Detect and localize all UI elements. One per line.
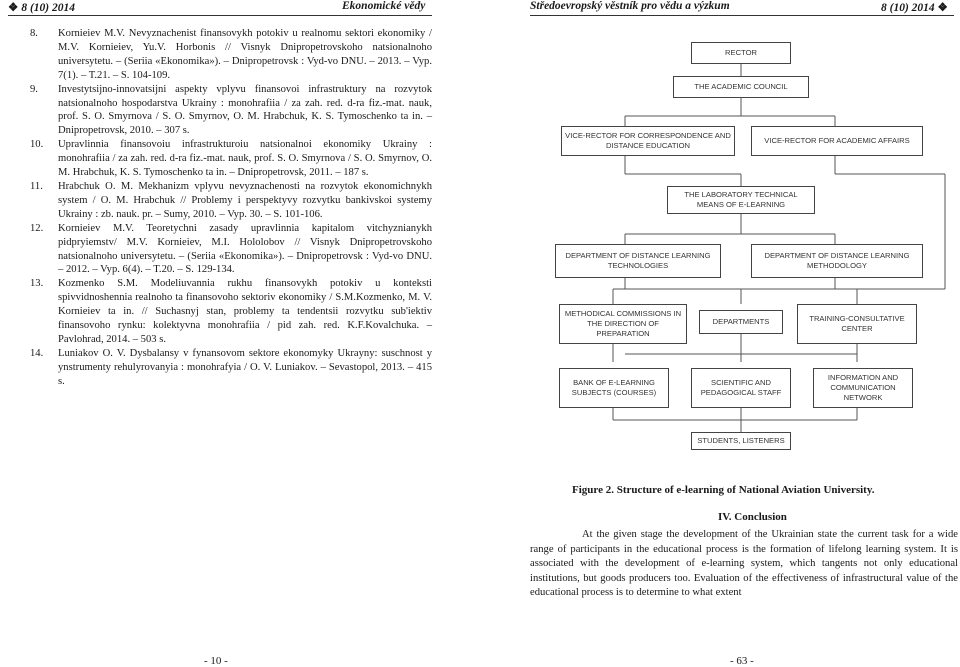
reference-number: 10. [30,139,44,151]
reference-text: Kornieiev M.V. Teoretychni zasady upravlinnia kapitalom vitchyznianykh pidpryiemstv/ M.V. Kornieiev, M.I. Hololobov // Visnyk Dnipropetrovskoho natsionalnoho universytetu. – (Seriia «Ekonomika»). – Dnipropetrovsk : Vyd-vo DNU. – 2012. – Vyp. 6(4). – T.20. – S. 129-134. [58,222,432,276]
figure-caption: Figure 2. Structure of e-learning of National Aviation University. [572,484,875,496]
diamond-icon: ❖ [8,2,19,14]
reference-number: 14. [30,347,44,359]
reference-item [30,138,432,180]
vice-rector-distance-box: VICE-RECTOR FOR CORRESPONDENCE AND DISTANCE EDUCATION [561,126,735,156]
diamond-icon: ❖ [937,2,948,14]
ict-network-box: INFORMATION AND COMMUNICATION NETWORK [813,368,913,408]
reference-item [30,27,432,83]
vice-rector-academic-box: VICE-RECTOR FOR ACADEMIC AFFAIRS [751,126,923,156]
students-box: STUDENTS, LISTENERS [691,432,791,450]
left-running-header [8,0,75,14]
reference-text: Kornieiev M.V. Nevyznachenist finansovykh potokiv u realnomu sektori ekonomiky / M.V. Kornieiev, Yu.V. Horbonis // Visnyk Dnipropetrovskoho natsionalnoho universytetu. – (Seriia «Ekonomika»). – Dnipropetrovsk : Vyd-vo DNU. – 2013. – Vyp. 7(1). – T.21. – S. 104-109. [58,28,432,81]
reference-text: Luniakov O. V. Dysbalansy v fynansovom sektore ekonomyky Ukrayny: suschnost y ynstrumenty rehulyrovanyia : monohrafyia / O. V. Luniakov. – Sevastopol, 2013. – 415 s. [58,347,432,387]
left-issue-label: 8 (10) 2014 [21,2,75,14]
reference-item [30,277,432,347]
reference-text: Hrabchuk O. M. Mekhanizm vplyvu nevyznachenosti na rozvytok ekonomichnykh system / O. M. Hrabchuk // Problemy i perspektyvy rozvytku bankivskoi systemy Ukrainy : zb. nauk. pr. – Sumy, 2010. – Vyp. 30. – S. 101-106. [58,180,432,220]
left-header-rule [8,15,432,16]
reference-number: 8. [30,28,38,39]
rector-box: RECTOR [691,42,791,64]
reference-item [30,180,432,222]
reference-text: Kozmenko S.M. Modeliuvannia rukhu finansovykh potokiv u konteksti spivvidnoshennia realnoho ta finansovoho sektoriv ekonomiky / S.M.Kozmenko, M. V. Kornieiev ta in. // Suchasnyj stan, problemy ta tendentsii rozvytku sub'iektiv finansovoho rynku: kolektyvna monohrafiia / pid zah. red. K.F.Kovalchuka. – Pavlohrad, 2014. – 503 s. [58,278,432,345]
methodical-commissions-box: METHODICAL COMMISSIONS IN THE DIRECTION OF PREPARATION [559,304,687,344]
reference-number: 13. [30,278,44,290]
reference-item [30,222,432,278]
scientific-staff-box: SCIENTIFIC AND PEDAGOGICAL STAFF [691,368,791,408]
reference-list [30,27,432,389]
elearning-structure-diagram [551,34,953,454]
departments-box: DEPARTMENTS [699,310,783,334]
dept-distance-method-box: DEPARTMENT OF DISTANCE LEARNING METHODOLOGY [751,244,923,278]
training-center-box: TRAINING-CONSULTATIVE CENTER [797,304,917,344]
reference-item [30,83,432,139]
reference-text: Investytsijno-innovatsijni aspekty vplyvu finansovoi infrastruktury na rozvytok natsionalnoho hospodarstva Ukrainy : monohrafiia / za zah. red. d-ra fiz.-mat. nauk, prof. S. O. Smyrnova / S. O. Smyrnov, O. M. Hrabchuk, K. S. Tymoschenko ta in. – Dnipropetrovsk, 2010. – 307 s. [58,83,432,137]
reference-item [30,347,432,389]
left-journal-label: Ekonomické vědy [342,0,426,12]
right-page-number: - 63 - [730,655,754,667]
right-header-rule [530,15,954,16]
right-running-header [881,0,951,14]
reference-number: 12. [30,222,44,234]
academic-council-box: THE ACADEMIC COUNCIL [673,76,809,98]
reference-number: 11. [30,180,43,192]
bank-e-learning-box: BANK OF E-LEARNING SUBJECTS (COURSES) [559,368,669,408]
section-heading: IV. Conclusion [718,511,787,523]
dept-distance-tech-box: DEPARTMENT OF DISTANCE LEARNING TECHNOLOGIES [555,244,721,278]
right-journal-label: Středoevropský věstník pro vědu a výzkum [530,0,730,12]
left-page-number: - 10 - [204,655,228,667]
conclusion-paragraph: At the given stage the development of the Ukrainian state the current task for a wide range of participants in the educational process is the formation of lifelong learning system. It is associated with the development of e-learning system, which tangents not only educational institutions, but goods producers too. Evaluation of the effectiveness of infrastructural value of the educational process is to determine to what extent [530,529,958,598]
laboratory-box: THE LABORATORY TECHNICAL MEANS OF E-LEARNING [667,186,815,214]
right-issue-label: 8 (10) 2014 [881,2,935,14]
reference-number: 9. [30,83,38,95]
reference-text: Upravlinnia finansovoiu infrastrukturoiu natsionalnoi ekonomiky Ukrainy : monohrafiia / za zah. red. d-ra fiz.-mat. nauk, prof. S. O. Smyrnova / S. O. Smyrnov, O. M. Hrabchuk, K. S. Tymoschenko ta in. – Dnipropetrovsk, 2011. – 187 s. [58,139,432,179]
